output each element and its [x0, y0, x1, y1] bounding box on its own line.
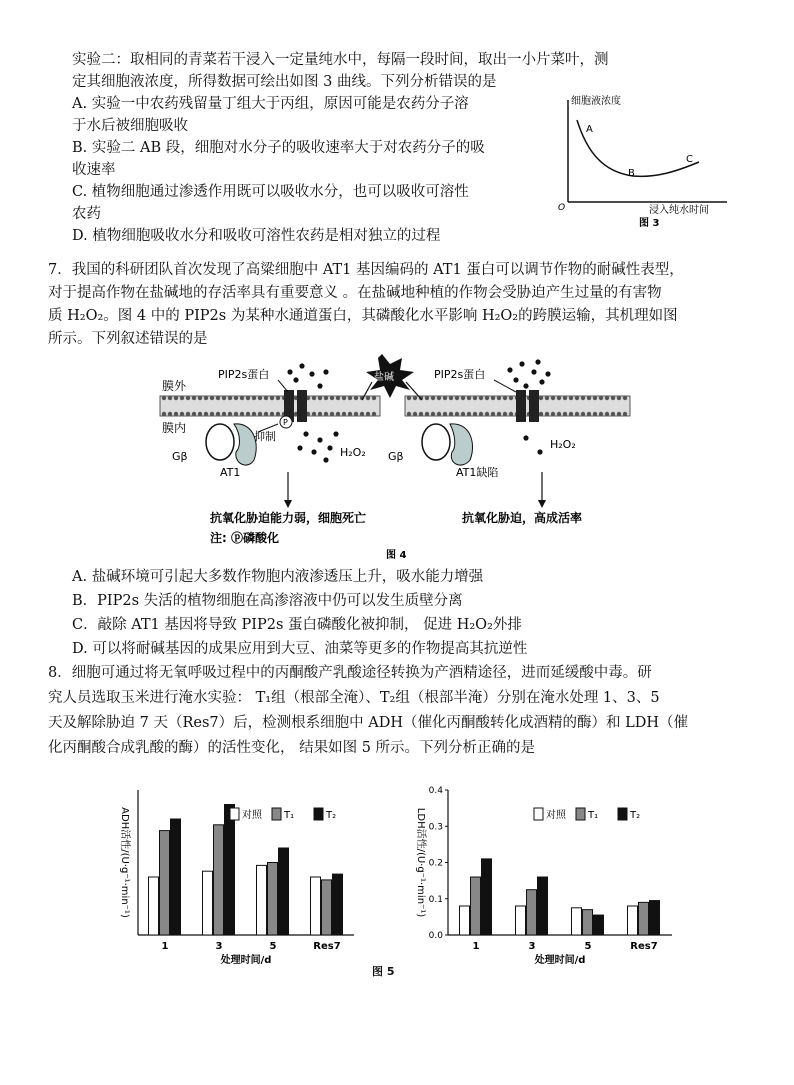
fig4-caption: 图 4	[386, 550, 407, 561]
x-tick-label: 1	[161, 941, 169, 952]
label-at1-defect: AT1缺陷	[456, 466, 499, 479]
legend-label: T₁	[284, 810, 295, 821]
fig3-point-b: B	[628, 168, 635, 179]
x-tick-label: Res7	[313, 941, 341, 952]
q7-line-1: 7．我国的科研团队首次发现了高粱细胞中 AT1 基因编码的 AT1 蛋白可以调节作物的耐碱性表型，	[48, 262, 684, 278]
bar	[527, 890, 537, 935]
label-note: 注: ⓟ磷酸化	[210, 531, 279, 545]
gbeta-at1-right	[422, 424, 473, 465]
fig3-xlabel: 浸入纯水时间	[649, 205, 709, 216]
fig3-origin: O	[558, 203, 566, 213]
bar	[203, 871, 213, 935]
q6-option-c-cont: 农药	[72, 206, 101, 222]
q6-option-c: C. 植物细胞通过渗透作用既可以吸收水分，也可以吸收可溶性	[72, 184, 469, 200]
bar	[333, 874, 343, 935]
q8-line-2: 究人员选取玉米进行淹水实验： T₁组（根部全淹）、T₂组（根部半淹）分别在淹水处理 1、3、5	[48, 690, 660, 706]
q6-line-2: 定其细胞液浓度，所得数据可绘出如图 3 曲线。下列分析错误的是	[72, 74, 497, 90]
legend-swatch	[534, 808, 543, 820]
y-tick-label: 0.2	[428, 858, 443, 869]
legend-swatch	[230, 808, 239, 820]
figure-3	[555, 90, 735, 230]
adh-chart	[112, 780, 362, 975]
q6-option-d: D. 植物细胞吸收水分和吸收可溶性农药是相对独立的过程	[72, 228, 441, 244]
fig5-caption: 图 5	[372, 965, 395, 978]
x-tick-label: Res7	[630, 941, 658, 952]
bar	[639, 902, 649, 935]
x-tick-label: 5	[584, 941, 592, 952]
bar	[471, 877, 481, 935]
x-tick-label: 1	[472, 941, 480, 952]
bar	[650, 901, 660, 935]
q8-line-4: 化丙酮酸合成乳酸的酶）的活性变化， 结果如图 5 所示。下列分析正确的是	[48, 740, 536, 756]
legend-label: T₂	[326, 810, 337, 821]
label-gbeta-left: Gβ	[172, 450, 188, 463]
q7-line-2: 对于提高作物在盐碱地的存活率具有重要意义 。在盐碱地种植的作物会受胁迫产生过量的有害物	[48, 285, 662, 301]
label-salt: 盐碱	[374, 372, 394, 383]
label-result-left: 抗氧化胁迫能力弱，细胞死亡	[210, 511, 367, 525]
figure-4	[150, 352, 640, 562]
legend-label: T₁	[588, 810, 599, 821]
x-tick-label: 3	[528, 941, 536, 952]
fig3-point-a: A	[586, 124, 593, 135]
bar	[257, 865, 267, 935]
label-outside: 膜外	[162, 379, 187, 393]
label-inhibit: 抑制	[254, 430, 276, 443]
bar	[538, 877, 548, 935]
y-tick-label: 0.1	[428, 894, 443, 905]
legend-swatch	[314, 808, 323, 820]
bar	[279, 848, 289, 935]
fig3-curve	[577, 120, 699, 176]
cell-membrane	[160, 396, 630, 416]
x-tick-label: 5	[269, 941, 277, 952]
q6-option-b: B. 实验二 AB 段，细胞对水分子的吸收速率大于对农药分子的吸	[72, 140, 485, 156]
bar	[214, 825, 224, 935]
y-tick-label: 0.4	[428, 786, 443, 796]
q8-line-1: 8．细胞可通过将无氧呼吸过程中的丙酮酸产乳酸途径转换为产酒精途径，进而延缓酸中毒。研	[48, 665, 652, 681]
legend-label: 对照	[546, 810, 566, 821]
x-axis-label: 处理时间/d	[220, 955, 272, 966]
q7-option-c: C．敲除 AT1 基因将导致 PIP2s 蛋白磷酸化被抑制， 促进 H₂O₂外排	[72, 617, 522, 633]
legend-label: T₂	[630, 810, 641, 821]
y-tick-label: 0.0	[428, 931, 443, 941]
fig3-caption: 图 3	[639, 218, 660, 229]
label-at1: AT1	[220, 466, 241, 479]
bar	[460, 906, 470, 935]
bar	[268, 863, 278, 936]
q6-option-a-cont: 于水后被细胞吸收	[72, 118, 188, 134]
gbeta-at1-left	[206, 424, 256, 465]
y-axis-label: ADH活性/(U·g⁻¹·min⁻¹)	[119, 807, 130, 918]
legend-label: 对照	[242, 810, 262, 821]
legend-swatch	[576, 808, 585, 820]
q6-option-b-cont: 收速率	[72, 162, 116, 178]
bar	[516, 906, 526, 935]
label-h2o2-right: H₂O₂	[550, 438, 576, 451]
fig3-point-c: C	[686, 154, 693, 165]
bar	[583, 910, 593, 935]
bar	[628, 906, 638, 935]
bar	[572, 908, 582, 935]
q6-line-1: 实验二：取相同的青菜若干浸入一定量纯水中，每隔一段时间，取出一小片菜叶，测	[72, 52, 609, 68]
ldh-chart	[410, 780, 680, 975]
label-result-right: 抗氧化胁迫，高成活率	[462, 511, 583, 525]
label-h2o2-left: H₂O₂	[340, 446, 366, 459]
q7-line-4: 所示。下列叙述错误的是	[48, 331, 208, 347]
y-tick-label: 0.3	[428, 822, 443, 833]
q7-option-d: D. 可以将耐碱基因的成果应用到大豆、油菜等更多的作物提高其抗逆性	[72, 641, 528, 657]
x-axis-label: 处理时间/d	[534, 955, 586, 966]
q6-option-a: A. 实验一中农药残留量丁组大于丙组，原因可能是农药分子溶	[72, 96, 469, 112]
bar	[171, 819, 181, 935]
q7-option-a: A. 盐碱环境可引起大多数作物胞内液渗透压上升，吸水能力增强	[72, 569, 484, 585]
bar	[482, 859, 492, 935]
y-axis-label: LDH活性/(U·g⁻¹·min⁻¹)	[415, 807, 426, 918]
pip2s-channel-left	[280, 390, 307, 428]
q8-line-3: 天及解除胁迫 7 天（Res7）后，检测根系细胞中 ADH（催化丙酮酸转化成酒精的酶）和 LDH（催	[48, 715, 688, 731]
bar	[311, 877, 321, 935]
bar	[322, 880, 332, 935]
q7-line-3: 质 H₂O₂。图 4 中的 PIP2s 为某种水通道蛋白，其磷酸化水平影响 H₂O₂的跨膜运输，其机理如图	[48, 308, 678, 324]
legend-swatch	[272, 808, 281, 820]
label-pip2s-left: PIP2s蛋白	[218, 368, 270, 381]
label-inside: 膜内	[162, 421, 187, 435]
legend-swatch	[618, 808, 627, 820]
label-gbeta-right: Gβ	[388, 450, 404, 463]
q7-option-b: B．PIP2s 失活的植物细胞在高渗溶液中仍可以发生质壁分离	[72, 593, 463, 609]
bar	[160, 831, 170, 935]
fig3-ylabel: 细胞液浓度	[571, 96, 621, 107]
bar	[225, 805, 235, 936]
label-pip2s-right: PIP2s蛋白	[434, 368, 486, 381]
bar	[594, 915, 604, 935]
bar	[149, 877, 159, 935]
x-tick-label: 3	[215, 941, 223, 952]
svg-text:P: P	[283, 418, 288, 427]
